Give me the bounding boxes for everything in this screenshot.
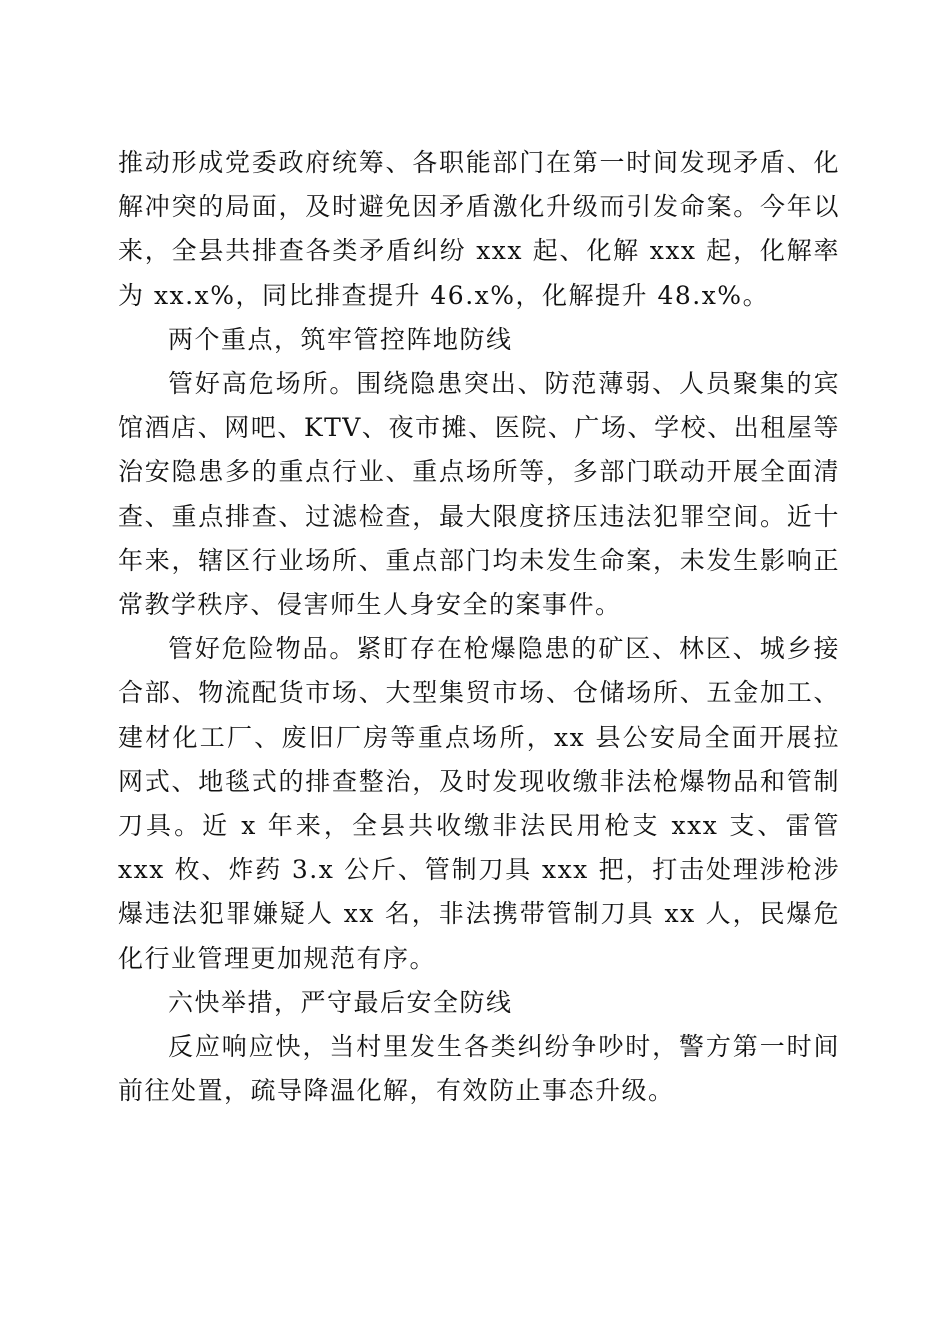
paragraph-intro: 推动形成党委政府统筹、各职能部门在第一时间发现矛盾、化解冲突的局面，及时避免因矛盾激化升级而引发命案。今年以来，全县共排查各类矛盾纠纷 xxx 起、化解 xxx 起，化解率为 xx.x%，同比排查提升 46.x%，化解提升 48.x%。 — [118, 148, 840, 310]
section-heading-six-measures: 六快举措，严守最后安全防线 — [168, 987, 513, 1017]
document-body — [118, 141, 840, 1113]
paragraph-dangerous-goods: 管好危险物品。紧盯存在枪爆隐患的矿区、林区、城乡接合部、物流配货市场、大型集贸市场、仓储场所、五金加工、建材化工厂、废旧厂房等重点场所，xx 县公安局全面开展拉网式、地毯式的排查整治，及时发现收缴非法枪爆物品和管制刀具。近 x 年来，全县共收缴非法民用枪支 xxx 支、雷管 xxx 枚、炸药 3.x 公斤、管制刀具 xxx 把，打击处理涉枪涉爆违法犯罪嫌疑人 xx 名，非法携带管制刀具 xx 人，民爆危化行业管理更加规范有序。 — [118, 634, 840, 973]
section-heading-two-focus: 两个重点，筑牢管控阵地防线 — [168, 324, 513, 354]
paragraph-high-risk-venues: 管好高危场所。围绕隐患突出、防范薄弱、人员聚集的宾馆酒店、网吧、KTV、夜市摊、医院、广场、学校、出租屋等治安隐患多的重点行业、重点场所等，多部门联动开展全面清查、重点排查、过滤检查，最大限度挤压违法犯罪空间。近十年来，辖区行业场所、重点部门均未发生命案，未发生影响正常教学秩序、侵害师生人身安全的案事件。 — [118, 369, 840, 620]
paragraph-fast-response: 反应响应快，当村里发生各类纠纷争吵时，警方第一时间前往处置，疏导降温化解，有效防止事态升级。 — [118, 1032, 840, 1106]
